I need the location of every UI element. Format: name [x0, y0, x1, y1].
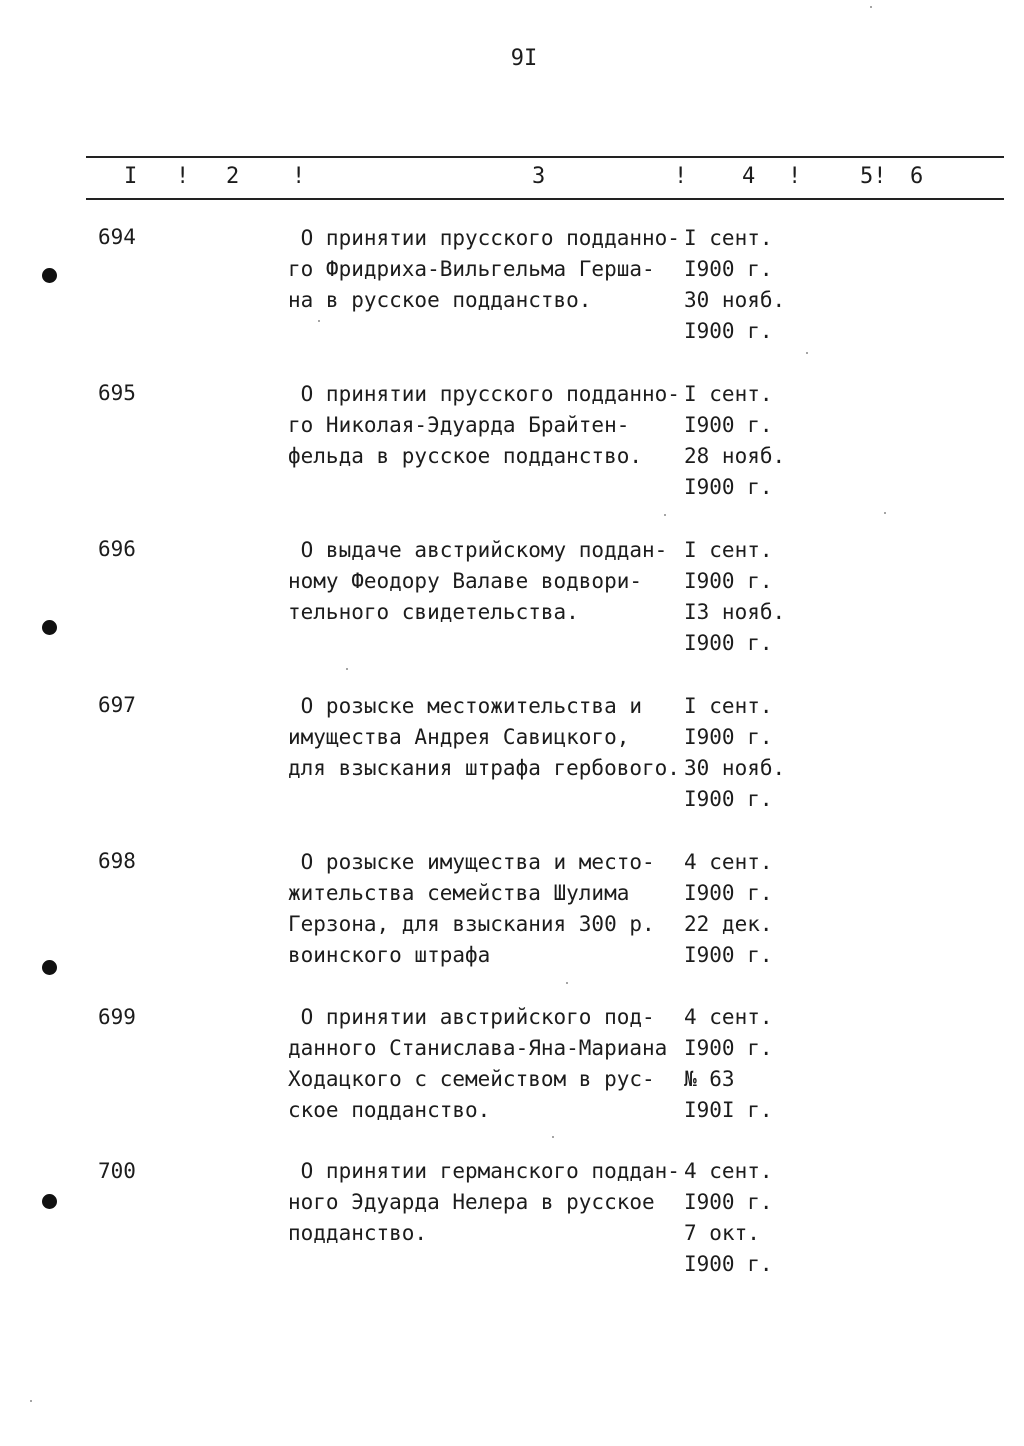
date-line: I900 г.: [684, 1036, 773, 1060]
date-line: I900 г.: [684, 475, 773, 499]
date-line: 4 сент.: [684, 1005, 773, 1029]
date-line: 7 окт.: [684, 1221, 760, 1245]
description-line: жительства семейства Шулима: [288, 881, 630, 905]
row-number: 697: [98, 693, 136, 717]
punch-hole-mark: [42, 620, 57, 635]
row-dates: [684, 379, 804, 503]
description-line: го Николая-Эдуарда Брайтен-: [288, 413, 630, 437]
row-dates: [684, 847, 804, 971]
row-dates: [684, 223, 804, 347]
date-line: I сент.: [684, 382, 773, 406]
date-line: 22 дек.: [684, 912, 773, 936]
punch-hole-mark: [42, 268, 57, 283]
description-line: тельного свидетельства.: [288, 600, 579, 624]
date-line: 4 сент.: [684, 850, 773, 874]
column-separator: !: [176, 164, 190, 189]
date-line: I900 г.: [684, 725, 773, 749]
description-line: ному Феодору Валаве водвори-: [288, 569, 643, 593]
row-description: [288, 535, 688, 628]
date-line: I900 г.: [684, 943, 773, 967]
row-number: 696: [98, 537, 136, 561]
description-line: подданство.: [288, 1221, 428, 1245]
date-line: I900 г.: [684, 257, 773, 281]
description-line: на в русское подданство.: [288, 288, 592, 312]
column-separator: !: [788, 164, 802, 189]
row-description: [288, 1002, 688, 1126]
description-line: О принятии австрийского под-: [288, 1005, 655, 1029]
scan-speck: [566, 982, 568, 984]
description-line: ного Эдуарда Нелера в русское: [288, 1190, 655, 1214]
description-line: го Фридриха-Вильгельма Герша-: [288, 257, 655, 281]
row-description: [288, 379, 688, 472]
date-line: I900 г.: [684, 881, 773, 905]
description-line: О розыске имущества и место-: [288, 850, 655, 874]
description-line: О розыске местожительства и: [288, 694, 643, 718]
description-line: ское подданство.: [288, 1098, 491, 1122]
row-number: 698: [98, 849, 136, 873]
column-header-6: 6: [910, 164, 924, 189]
column-header-2: 2: [226, 164, 240, 189]
description-line: фельда в русское подданство.: [288, 444, 643, 468]
scan-speck: [318, 320, 320, 322]
scan-speck: [870, 6, 872, 8]
row-description: [288, 847, 688, 971]
scan-speck: [346, 668, 348, 670]
scan-speck: [552, 1136, 554, 1138]
page-number: 9I: [510, 46, 538, 71]
punch-hole-mark: [42, 960, 57, 975]
description-line: О принятии прусского подданно-: [288, 226, 680, 250]
row-description: [288, 691, 688, 784]
description-line: имущества Андрея Савицкого,: [288, 725, 630, 749]
row-dates: [684, 691, 804, 815]
row-dates: [684, 1002, 804, 1126]
date-line: I900 г.: [684, 413, 773, 437]
row-number: 700: [98, 1159, 136, 1183]
row-number: 695: [98, 381, 136, 405]
date-line: 30 нояб.: [684, 756, 786, 780]
date-line: I900 г.: [684, 787, 773, 811]
date-line: I900 г.: [684, 1190, 773, 1214]
date-line: I сент.: [684, 694, 773, 718]
row-description: [288, 223, 688, 316]
description-line: О принятии германского поддан-: [288, 1159, 680, 1183]
row-dates: [684, 535, 804, 659]
row-dates: [684, 1156, 804, 1280]
column-separator: !: [674, 164, 688, 189]
description-line: для взыскания штрафа гербового.: [288, 756, 680, 780]
column-header-4: 4: [742, 164, 756, 189]
date-line: I90I г.: [684, 1098, 773, 1122]
date-line: 28 нояб.: [684, 444, 786, 468]
column-header-1: I: [124, 164, 138, 189]
description-line: данного Станислава-Яна-Мариана: [288, 1036, 668, 1060]
column-header-3: 3: [532, 164, 546, 189]
date-line: I сент.: [684, 226, 773, 250]
row-description: [288, 1156, 688, 1249]
date-line: I900 г.: [684, 319, 773, 343]
date-line: 30 нояб.: [684, 288, 786, 312]
description-line: Герзона, для взыскания 300 р.: [288, 912, 655, 936]
row-number: 694: [98, 225, 136, 249]
description-line: воинского штрафа: [288, 943, 491, 967]
scan-speck: [884, 512, 886, 514]
date-line: I900 г.: [684, 1252, 773, 1276]
date-line: I900 г.: [684, 631, 773, 655]
date-line: № 63: [684, 1067, 735, 1091]
scan-speck: [664, 514, 666, 516]
description-line: Ходацкого с семейством в рус-: [288, 1067, 655, 1091]
column-header-5: 5!: [860, 164, 887, 189]
header-top-rule: [86, 156, 1004, 158]
header-bottom-rule: [86, 198, 1004, 200]
row-number: 699: [98, 1005, 136, 1029]
date-line: I900 г.: [684, 569, 773, 593]
date-line: 4 сент.: [684, 1159, 773, 1183]
punch-hole-mark: [42, 1194, 57, 1209]
scan-speck: [806, 352, 808, 354]
description-line: О принятии прусского подданно-: [288, 382, 680, 406]
date-line: I3 нояб.: [684, 600, 786, 624]
description-line: О выдаче австрийскому поддан-: [288, 538, 668, 562]
scan-speck: [30, 1400, 32, 1402]
column-separator: !: [292, 164, 306, 189]
date-line: I сент.: [684, 538, 773, 562]
